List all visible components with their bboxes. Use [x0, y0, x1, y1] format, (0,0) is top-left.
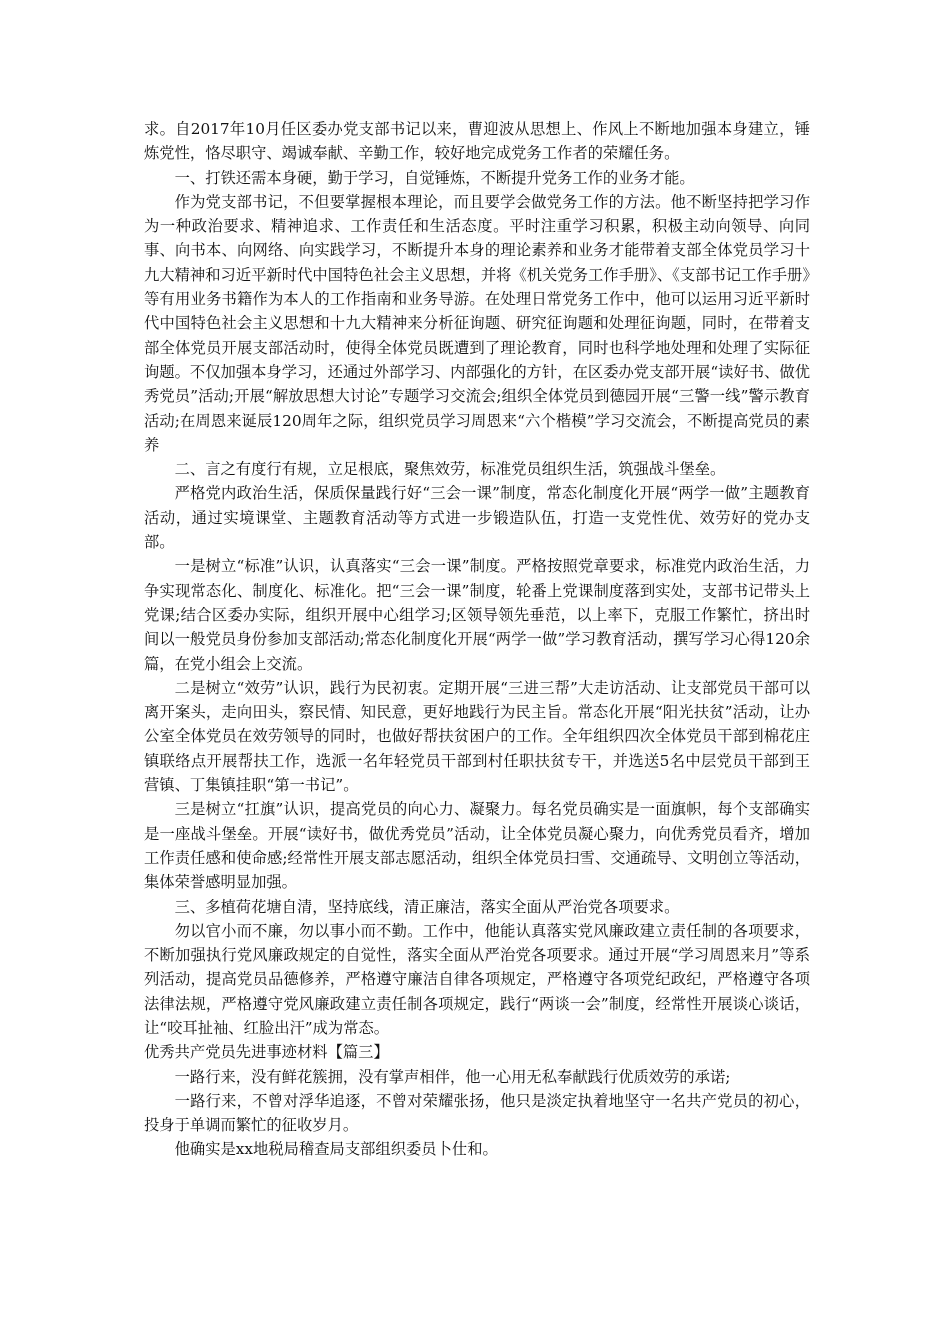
- section-heading-2: 二、言之有度行有规，立足根底，聚焦效劳，标准党员组织生活，筑强战斗堡垒。: [174, 460, 726, 479]
- paragraph-study: 作为党支部书记，不但要掌握根本理论，而且要学会做党务工作的方法。他不断坚持把学习作为一种政治要求、精神追求、工作责任和生活态度。平时注重学习积累，积极主动向领导、向同事、向书本、向网络、向实践学习，不断提升本身的理论素养和业务才能带着支部全体党员学习十九大精神和习近平新时代中国特色社会主义思想，并将《机关党务工作手册》、《支部书记工作手册》等有用业务书籍作为本人的工作指南和业务导游。在处理日常党务工作中，他可以运用习近平新时代中国特色社会主义思想和十九大精神来分析征询题、研究征询题和处理征询题，同时，在带着支部全体党员开展支部活动时，使得全体党员既遭到了理论教育，同时也科学地处理和处理了实际征询题。不仅加强本身学习，还通过外部学习、内部强化的方针，在区委办党支部开展“读好书、做优秀党员”活动;开展“解放思想大讨论”专题学习交流会;组织全体党员到德园开展“三警一线”警示教育活动;在周恩来诞辰120周年之际，组织党员学习周恩来“六个楷模”学习交流会，不断提高党员的素养: [144, 192, 810, 454]
- section-heading-1: 一、打铁还需本身硬，勤于学习，自觉锤炼，不断提升党务工作的业务才能。: [174, 168, 695, 187]
- paragraph-journey-2: 一路行来，不曾对浮华追逐，不曾对荣耀张扬，他只是淡定执着地坚守一名共产党员的初心，投身于单调而繁忙的征收岁月。: [144, 1091, 810, 1135]
- article-title-part-3: 优秀共产党员先进事迹材料【篇三】: [144, 1043, 389, 1062]
- paragraph-service: 二是树立“效劳”认识，践行为民初衷。定期开展“三进三帮”大走访活动、让支部党员干部可以离开案头，走向田头，察民情、知民意，更好地践行为民主旨。常态化开展“阳光扶贫”活动，让办公室全体党员在效劳领导的同时，也做好帮扶贫困户的工作。全年组织四次全体党员干部到棉花庄镇联络点开展帮扶工作，选派一名年轻党员干部到村任职扶贫专干，并选送5名中层党员干部到王营镇、丁集镇挂职“第一书记”。: [144, 678, 810, 795]
- section-heading-3: 三、多植荷花塘自清，坚持底线，清正廉洁，落实全面从严治党各项要求。: [174, 897, 680, 916]
- paragraph-journey-1: 一路行来，没有鲜花簇拥，没有掌声相伴，他一心用无私奉献践行优质效劳的承诺;: [174, 1067, 731, 1086]
- paragraph-integrity: 勿以官小而不廉，勿以事小而不勤。工作中，他能认真落实党风廉政建立责任制的各项要求，不断加强执行党风廉政规定的自觉性，落实全面从严治党各项要求。通过开展“学习周恩来月”等系列活动，提高党员品德修养，严格遵守廉洁自律各项规定，严格遵守各项党纪政纪，严格遵守各项法律法规，严格遵守党风廉政建立责任制各项规定，践行“两谈一会”制度，经常性开展谈心谈话，让“咬耳扯袖、红脸出汗”成为常态。: [144, 921, 810, 1037]
- paragraph-intro: 求。自2017年10月任区委办党支部书记以来，曹迎波从思想上、作风上不断地加强本身建立，锤炼党性，恪尽职守、竭诚奉献、辛勤工作，较好地完成党务工作者的荣耀任务。: [144, 120, 810, 163]
- paragraph-political-life: 严格党内政治生活，保质保量践行好“三会一课”制度，常态化制度化开展“两学一做”主题教育活动，通过实境课堂、主题教育活动等方式进一步锻造队伍，打造一支党性优、效劳好的党办支部。: [144, 484, 810, 552]
- document-page: [144, 117, 810, 1162]
- paragraph-standard: 一是树立“标准”认识，认真落实“三会一课”制度。严格按照党章要求，标准党内政治生活，力争实现常态化、制度化、标准化。把“三会一课”制度，轮番上党课制度落到实处，支部书记带头上党课;结合区委办实际，组织开展中心组学习;区领导领先垂范，以上率下，克服工作繁忙，挤出时间以一般党员身份参加支部活动;常态化制度化开展“两学一做”学习教育活动，撰写学习心得120余篇，在党小组会上交流。: [144, 557, 810, 673]
- paragraph-introduction-person: 他确实是xx地税局稽查局支部组织委员卜仕和。: [174, 1140, 498, 1159]
- paragraph-flag: 三是树立“扛旗”认识，提高党员的向心力、凝聚力。每名党员确实是一面旗帜，每个支部确实是一座战斗堡垒。开展“读好书，做优秀党员”活动，让全体党员凝心聚力，向优秀党员看齐，增加工作责任感和使命感;经常性开展支部志愿活动，组织全体党员扫雪、交通疏导、文明创立等活动，集体荣誉感明显加强。: [144, 800, 810, 892]
